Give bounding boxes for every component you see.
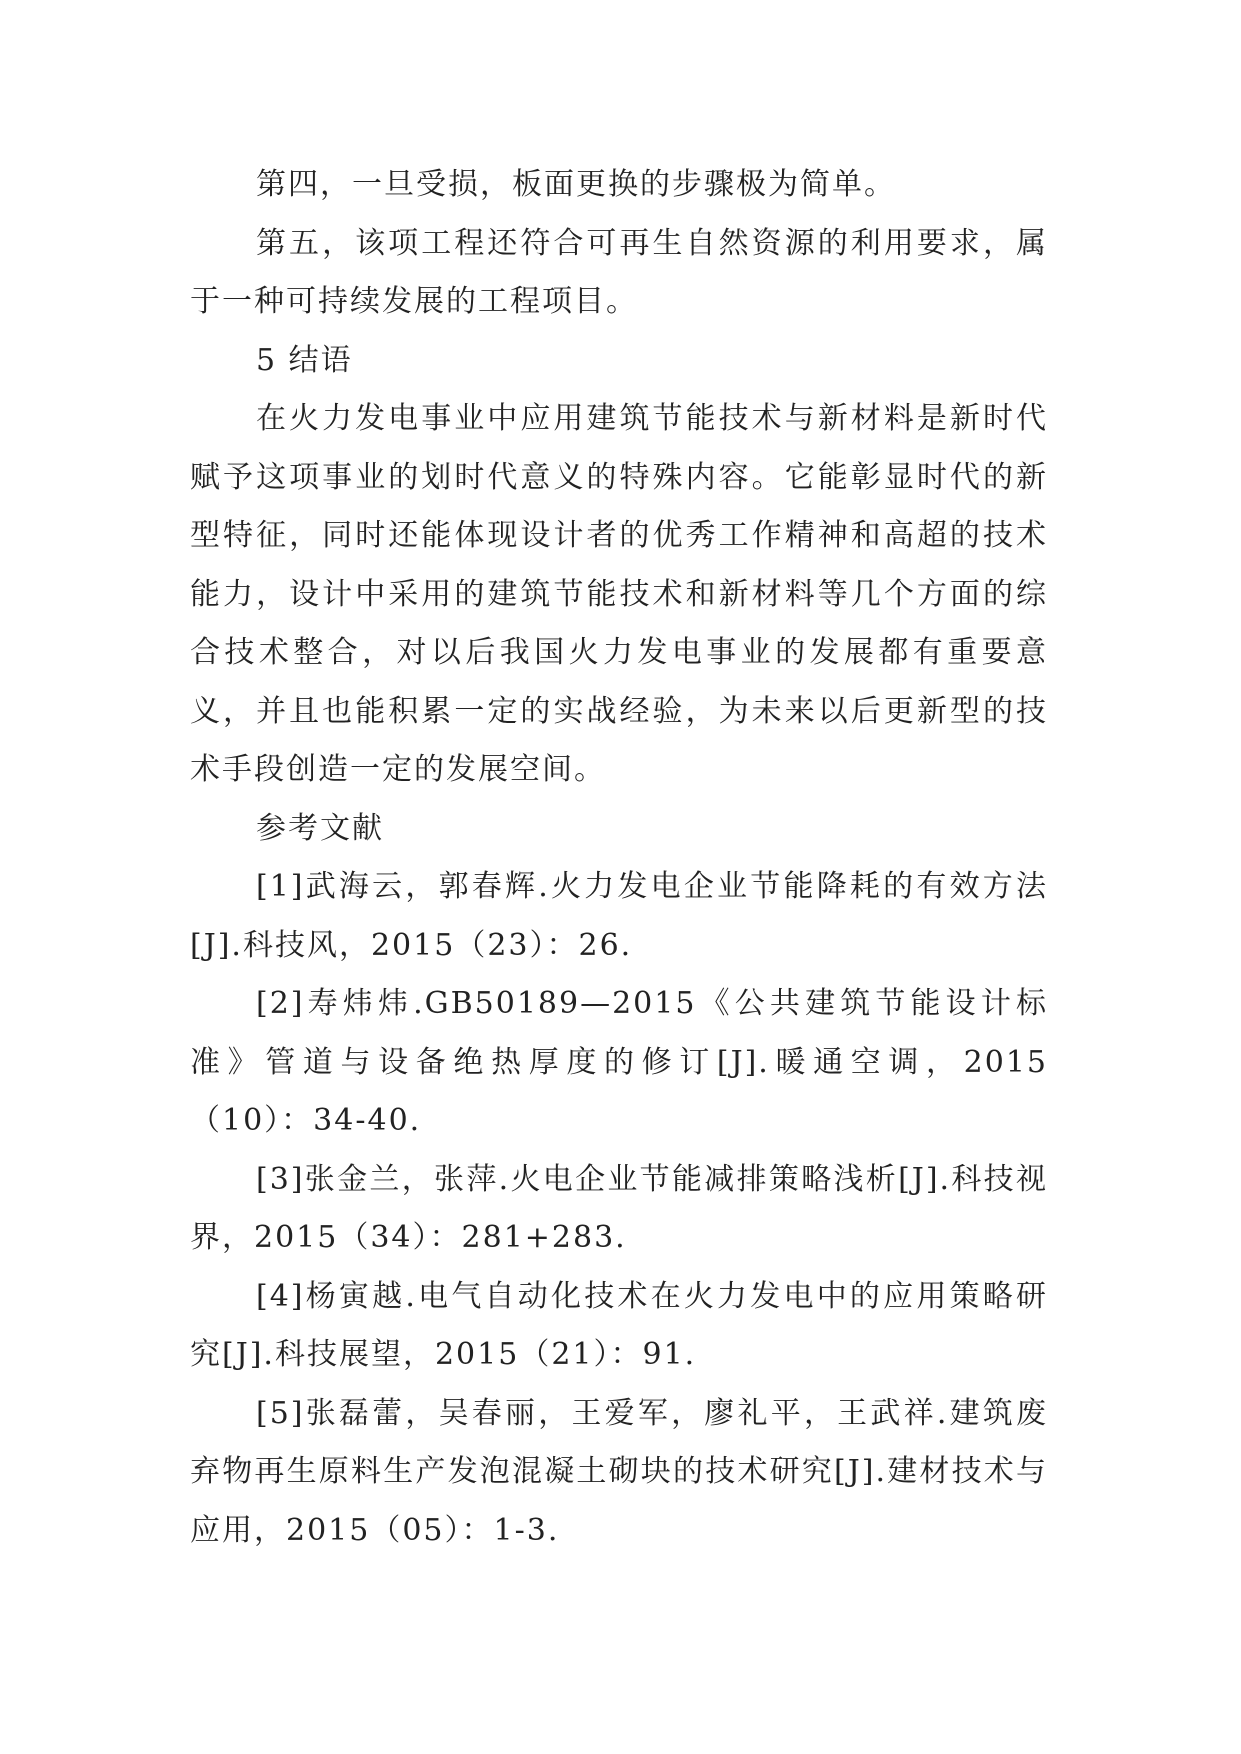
reference-item-5: [5]张磊蕾，吴春丽，王爱军，廖礼平，王武祥.建筑废弃物再生原料生产发泡混凝土砌块的技术研究[J].建材技术与应用，2015（05）：1-3. bbox=[190, 1395, 1048, 1548]
reference-item-4: [4]杨寅越.电气自动化技术在火力发电中的应用策略研究[J].科技展望，2015（21）：91. bbox=[190, 1278, 1048, 1372]
document-page bbox=[190, 156, 1048, 1560]
references-heading: 参考文献 bbox=[256, 810, 384, 846]
conclusion-heading: 5 结语 bbox=[256, 342, 353, 378]
reference-item-1: [1]武海云，郭春辉.火力发电企业节能降耗的有效方法[J].科技风，2015（23）：26. bbox=[190, 869, 1048, 963]
conclusion-text: 在火力发电事业中应用建筑节能技术与新材料是新时代赋予这项事业的划时代意义的特殊内容。它能彰显时代的新型特征，同时还能体现设计者的优秀工作精神和高超的技术能力，设计中采用的建筑节能技术和新材料等几个方面的综合技术整合，对以后我国火力发电事业的发展都有重要意义，并且也能积累一定的实战经验，为未来以后更新型的技术手段创造一定的发展空间。 bbox=[190, 401, 1048, 787]
paragraph-point-four: 第四，一旦受损，板面更换的步骤极为简单。 bbox=[256, 167, 896, 202]
paragraph-point-five: 第五，该项工程还符合可再生自然资源的利用要求，属于一种可持续发展的工程项目。 bbox=[190, 225, 1048, 319]
reference-item-3: [3]张金兰，张萍.火电企业节能减排策略浅析[J].科技视界，2015（34）：281+283. bbox=[190, 1161, 1048, 1255]
reference-item-2: [2]寿炜炜.GB50189—2015《公共建筑节能设计标准》管道与设备绝热厚度的修订[J].暖通空调，2015（10）：34-40. bbox=[190, 986, 1048, 1138]
